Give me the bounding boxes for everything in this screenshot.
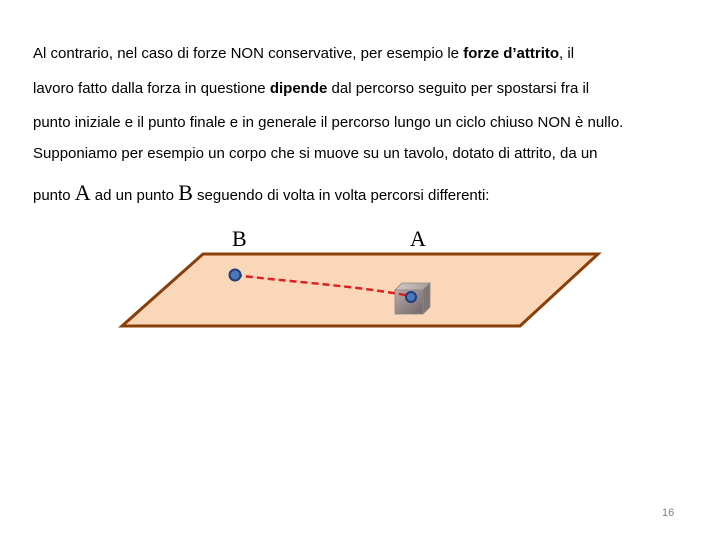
point-a-marker [406, 292, 416, 302]
point-a-symbol: A [74, 180, 91, 205]
text-line-2: lavoro fatto dalla forza in questione dipende dal percorso seguito per spostarsi fra il [33, 80, 590, 97]
label-a: A [410, 226, 426, 251]
table-surface [122, 254, 598, 326]
bold-friction-forces: forze d’attrito [463, 45, 560, 62]
point-b-marker [230, 270, 241, 281]
bold-depends: dipende [269, 80, 328, 97]
text-line-4: Supponiamo per esempio un corpo che si muove su un tavolo, dotato di attrito, da un [33, 145, 598, 162]
label-b: B [232, 226, 247, 251]
text-line-1: Al contrario, nel caso di forze NON conservative, per esempio le forze d’attrito, il [33, 45, 575, 62]
text-line-3: punto iniziale e il punto finale e in generale il percorso lungo un ciclo chiuso NON è nullo. [33, 114, 624, 131]
point-b-symbol: B [178, 180, 193, 205]
page-number: 16 [662, 507, 675, 519]
text-line-5: punto A ad un punto B seguendo di volta in volta percorsi differenti: [33, 180, 490, 205]
